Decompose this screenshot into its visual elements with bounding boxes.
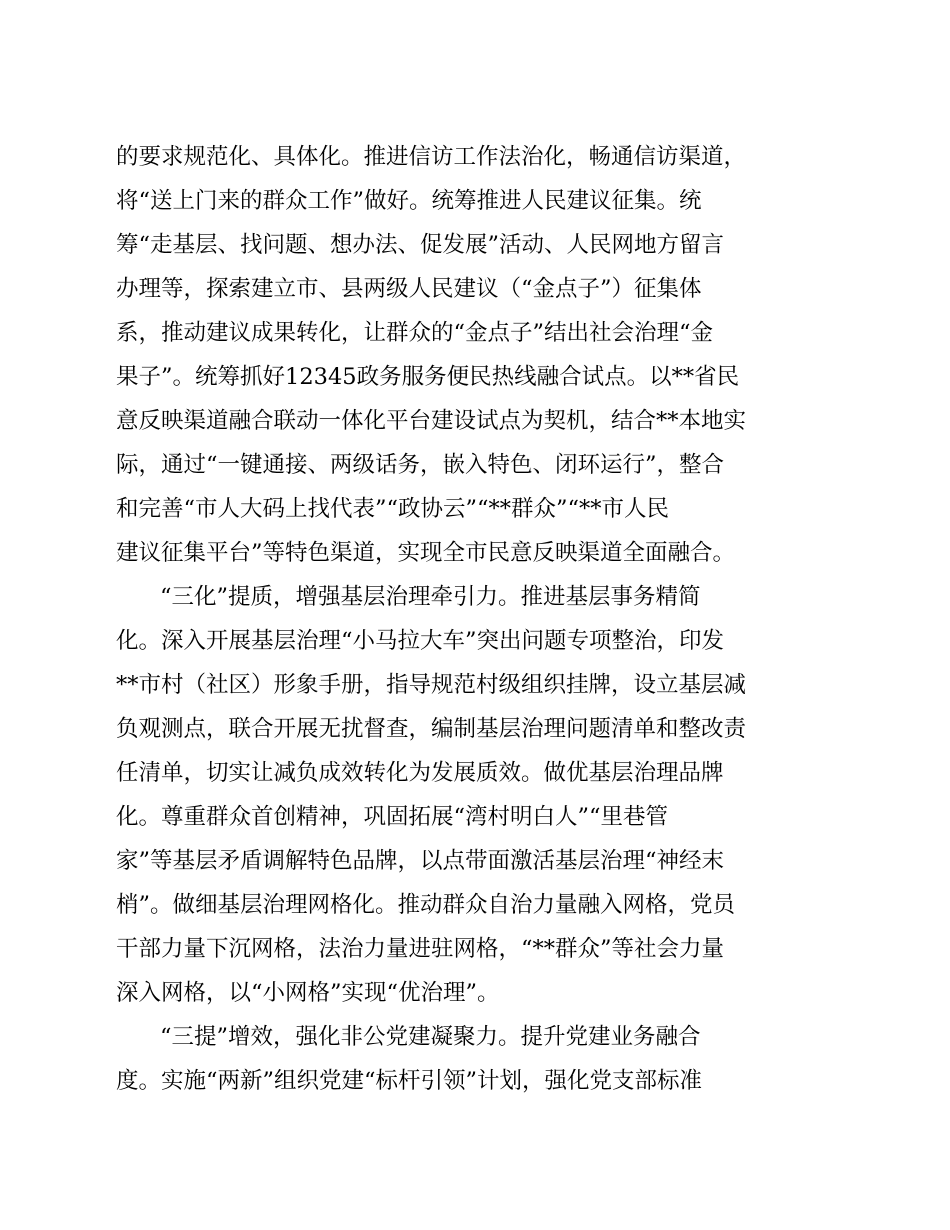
text-line: 化。深入开展基层治理“小马拉大车”突出问题专项整治，印发	[116, 628, 725, 654]
text-line: 意反映渠道融合联动一体化平台建设试点为契机，结合**本地实	[116, 408, 747, 434]
text-line: 深入网格，以“小网格”实现“优治理”。	[116, 980, 500, 1006]
text-line: 化。尊重群众首创精神，巩固拓展“湾村明白人”“里巷管	[116, 804, 669, 830]
paragraph-first-line: “三提”增效，强化非公党建凝聚力。提升党建业务融合	[160, 1024, 701, 1050]
text-line: 任清单，切实让减负成效转化为发展质效。做优基层治理品牌	[116, 760, 724, 786]
paragraph-first-line: “三化”提质，增强基层治理牵引力。推进基层事务精简	[160, 584, 701, 610]
text-line: 干部力量下沉网格，法治力量进驻网格，“**群众”等社会力量	[116, 936, 725, 962]
text-line: 系，推动建议成果转化，让群众的“金点子”结出社会治理“金	[116, 320, 714, 346]
text-line: 负观测点，联合开展无扰督查，编制基层治理问题清单和整改责	[116, 716, 747, 742]
text-line: 家”等基层矛盾调解特色品牌，以点带面激活基层治理“神经末	[116, 848, 725, 874]
text-line: **市村（社区）形象手册，指导规范村级组织挂牌，设立基层减	[116, 672, 747, 698]
text-line: 果子”。统筹抓好12345政务服务便民热线融合试点。以**省民	[116, 364, 740, 390]
text-line: 和完善“市人大码上找代表”“政协云”“**群众”“**市人民	[116, 496, 670, 522]
text-line: 建议征集平台”等特色渠道，实现全市民意反映渠道全面融合。	[116, 540, 736, 566]
text-line: 办理等，探索建立市、县两级人民建议（“金点子”）征集体	[116, 276, 702, 302]
text-line: 的要求规范化、具体化。推进信访工作法治化，畅通信访渠道，	[116, 144, 747, 170]
text-line: 际，通过“一键通接、两级话务，嵌入特色、闭环运行”，整合	[116, 452, 725, 478]
text-line: 梢”。做细基层治理网格化。推动群众自治力量融入网格，党员	[116, 892, 736, 918]
text-line: 将“送上门来的群众工作”做好。统筹推进人民建议征集。统	[116, 188, 702, 214]
text-line: 度。实施“两新”组织党建“标杆引领”计划，强化党支部标准	[116, 1068, 703, 1094]
text-line: 筹“走基层、找问题、想办法、促发展”活动、人民网地方留言	[116, 232, 725, 258]
